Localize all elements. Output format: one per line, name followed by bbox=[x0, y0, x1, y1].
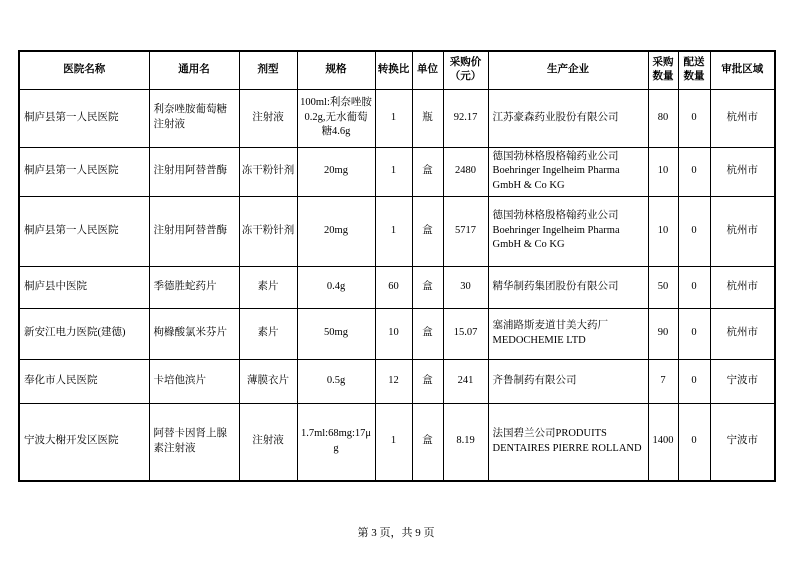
cell-specification: 20mg bbox=[297, 196, 375, 266]
cell-approval-region: 杭州市 bbox=[710, 89, 775, 147]
cell-manufacturer: 德国勃林格殷格翰药业公司 Boehringer Ingelheim Pharma GmbH & Co KG bbox=[488, 147, 648, 196]
cell-purchase-quantity: 1400 bbox=[648, 403, 678, 481]
cell-hospital-name: 新安江电力医院(建德) bbox=[19, 308, 149, 359]
procurement-table-body bbox=[19, 89, 775, 481]
cell-purchase-price: 2480 bbox=[443, 147, 488, 196]
cell-hospital-name: 桐庐县第一人民医院 bbox=[19, 89, 149, 147]
column-header-approval-region: 审批区域 bbox=[710, 51, 775, 89]
cell-delivery-quantity: 0 bbox=[678, 196, 710, 266]
cell-specification: 50mg bbox=[297, 308, 375, 359]
cell-approval-region: 杭州市 bbox=[710, 308, 775, 359]
cell-purchase-quantity: 7 bbox=[648, 359, 678, 403]
cell-hospital-name: 宁波大榭开发区医院 bbox=[19, 403, 149, 481]
cell-conversion-ratio: 1 bbox=[375, 403, 412, 481]
cell-manufacturer: 德国勃林格殷格翰药业公司 Boehringer Ingelheim Pharma GmbH & Co KG bbox=[488, 196, 648, 266]
column-header-dosage-form: 剂型 bbox=[239, 51, 297, 89]
column-header-conversion-ratio: 转换比 bbox=[375, 51, 412, 89]
cell-generic-name: 利奈唑胺葡萄糖注射液 bbox=[149, 89, 239, 147]
cell-approval-region: 宁波市 bbox=[710, 403, 775, 481]
column-header-manufacturer: 生产企业 bbox=[488, 51, 648, 89]
cell-conversion-ratio: 1 bbox=[375, 89, 412, 147]
cell-generic-name: 阿替卡因肾上腺素注射液 bbox=[149, 403, 239, 481]
cell-delivery-quantity: 0 bbox=[678, 359, 710, 403]
cell-manufacturer: 精华制药集团股份有限公司 bbox=[488, 266, 648, 308]
cell-specification: 20mg bbox=[297, 147, 375, 196]
cell-unit: 瓶 bbox=[412, 89, 443, 147]
table-row bbox=[19, 403, 775, 481]
cell-specification: 100ml:利奈唑胺0.2g,无水葡萄糖4.6g bbox=[297, 89, 375, 147]
cell-unit: 盒 bbox=[412, 308, 443, 359]
table-row bbox=[19, 147, 775, 196]
cell-purchase-price: 5717 bbox=[443, 196, 488, 266]
cell-purchase-price: 92.17 bbox=[443, 89, 488, 147]
cell-conversion-ratio: 1 bbox=[375, 147, 412, 196]
cell-generic-name: 卡培他滨片 bbox=[149, 359, 239, 403]
cell-hospital-name: 桐庐县中医院 bbox=[19, 266, 149, 308]
cell-approval-region: 宁波市 bbox=[710, 359, 775, 403]
cell-purchase-quantity: 10 bbox=[648, 147, 678, 196]
cell-specification: 0.5g bbox=[297, 359, 375, 403]
cell-manufacturer: 法国碧兰公司PRODUITS DENTAIRES PIERRE ROLLAND bbox=[488, 403, 648, 481]
cell-conversion-ratio: 1 bbox=[375, 196, 412, 266]
procurement-table bbox=[18, 50, 776, 482]
cell-generic-name: 注射用阿替普酶 bbox=[149, 196, 239, 266]
cell-generic-name: 枸橼酸氯米芬片 bbox=[149, 308, 239, 359]
cell-purchase-quantity: 50 bbox=[648, 266, 678, 308]
cell-purchase-quantity: 80 bbox=[648, 89, 678, 147]
cell-purchase-quantity: 10 bbox=[648, 196, 678, 266]
cell-delivery-quantity: 0 bbox=[678, 147, 710, 196]
header-row bbox=[19, 51, 775, 89]
table-row bbox=[19, 89, 775, 147]
table-row bbox=[19, 266, 775, 308]
column-header-hospital-name: 医院名称 bbox=[19, 51, 149, 89]
cell-conversion-ratio: 12 bbox=[375, 359, 412, 403]
cell-dosage-form: 注射液 bbox=[239, 89, 297, 147]
cell-manufacturer: 齐鲁制药有限公司 bbox=[488, 359, 648, 403]
cell-hospital-name: 桐庐县第一人民医院 bbox=[19, 196, 149, 266]
cell-purchase-quantity: 90 bbox=[648, 308, 678, 359]
cell-unit: 盒 bbox=[412, 403, 443, 481]
cell-unit: 盒 bbox=[412, 359, 443, 403]
page-indicator: 第 3 页，共 9 页 bbox=[357, 527, 435, 539]
cell-manufacturer: 塞浦路斯麦道甘美大药厂 MEDOCHEMIE LTD bbox=[488, 308, 648, 359]
cell-manufacturer: 江苏豪森药业股份有限公司 bbox=[488, 89, 648, 147]
cell-conversion-ratio: 60 bbox=[375, 266, 412, 308]
cell-dosage-form: 冻干粉针剂 bbox=[239, 196, 297, 266]
cell-dosage-form: 素片 bbox=[239, 308, 297, 359]
table-row bbox=[19, 196, 775, 266]
cell-generic-name: 注射用阿替普酶 bbox=[149, 147, 239, 196]
cell-generic-name: 季德胜蛇药片 bbox=[149, 266, 239, 308]
cell-purchase-price: 15.07 bbox=[443, 308, 488, 359]
column-header-generic-name: 通用名 bbox=[149, 51, 239, 89]
cell-delivery-quantity: 0 bbox=[678, 266, 710, 308]
cell-purchase-price: 30 bbox=[443, 266, 488, 308]
table-row bbox=[19, 359, 775, 403]
cell-delivery-quantity: 0 bbox=[678, 308, 710, 359]
cell-dosage-form: 冻干粉针剂 bbox=[239, 147, 297, 196]
cell-dosage-form: 注射液 bbox=[239, 403, 297, 481]
cell-unit: 盒 bbox=[412, 196, 443, 266]
table-row bbox=[19, 308, 775, 359]
column-header-unit: 单位 bbox=[412, 51, 443, 89]
cell-purchase-price: 241 bbox=[443, 359, 488, 403]
cell-hospital-name: 奉化市人民医院 bbox=[19, 359, 149, 403]
cell-delivery-quantity: 0 bbox=[678, 89, 710, 147]
cell-dosage-form: 素片 bbox=[239, 266, 297, 308]
cell-delivery-quantity: 0 bbox=[678, 403, 710, 481]
table-header bbox=[19, 51, 775, 89]
cell-approval-region: 杭州市 bbox=[710, 147, 775, 196]
column-header-purchase-quantity: 采购数量 bbox=[648, 51, 678, 89]
cell-hospital-name: 桐庐县第一人民医院 bbox=[19, 147, 149, 196]
column-header-delivery-quantity: 配送数量 bbox=[678, 51, 710, 89]
cell-approval-region: 杭州市 bbox=[710, 196, 775, 266]
cell-specification: 1.7ml:68mg:17μg bbox=[297, 403, 375, 481]
cell-conversion-ratio: 10 bbox=[375, 308, 412, 359]
cell-specification: 0.4g bbox=[297, 266, 375, 308]
cell-purchase-price: 8.19 bbox=[443, 403, 488, 481]
cell-unit: 盒 bbox=[412, 147, 443, 196]
cell-approval-region: 杭州市 bbox=[710, 266, 775, 308]
column-header-specification: 规格 bbox=[297, 51, 375, 89]
column-header-purchase-price: 采购价（元） bbox=[443, 51, 488, 89]
cell-unit: 盒 bbox=[412, 266, 443, 308]
cell-dosage-form: 薄膜衣片 bbox=[239, 359, 297, 403]
